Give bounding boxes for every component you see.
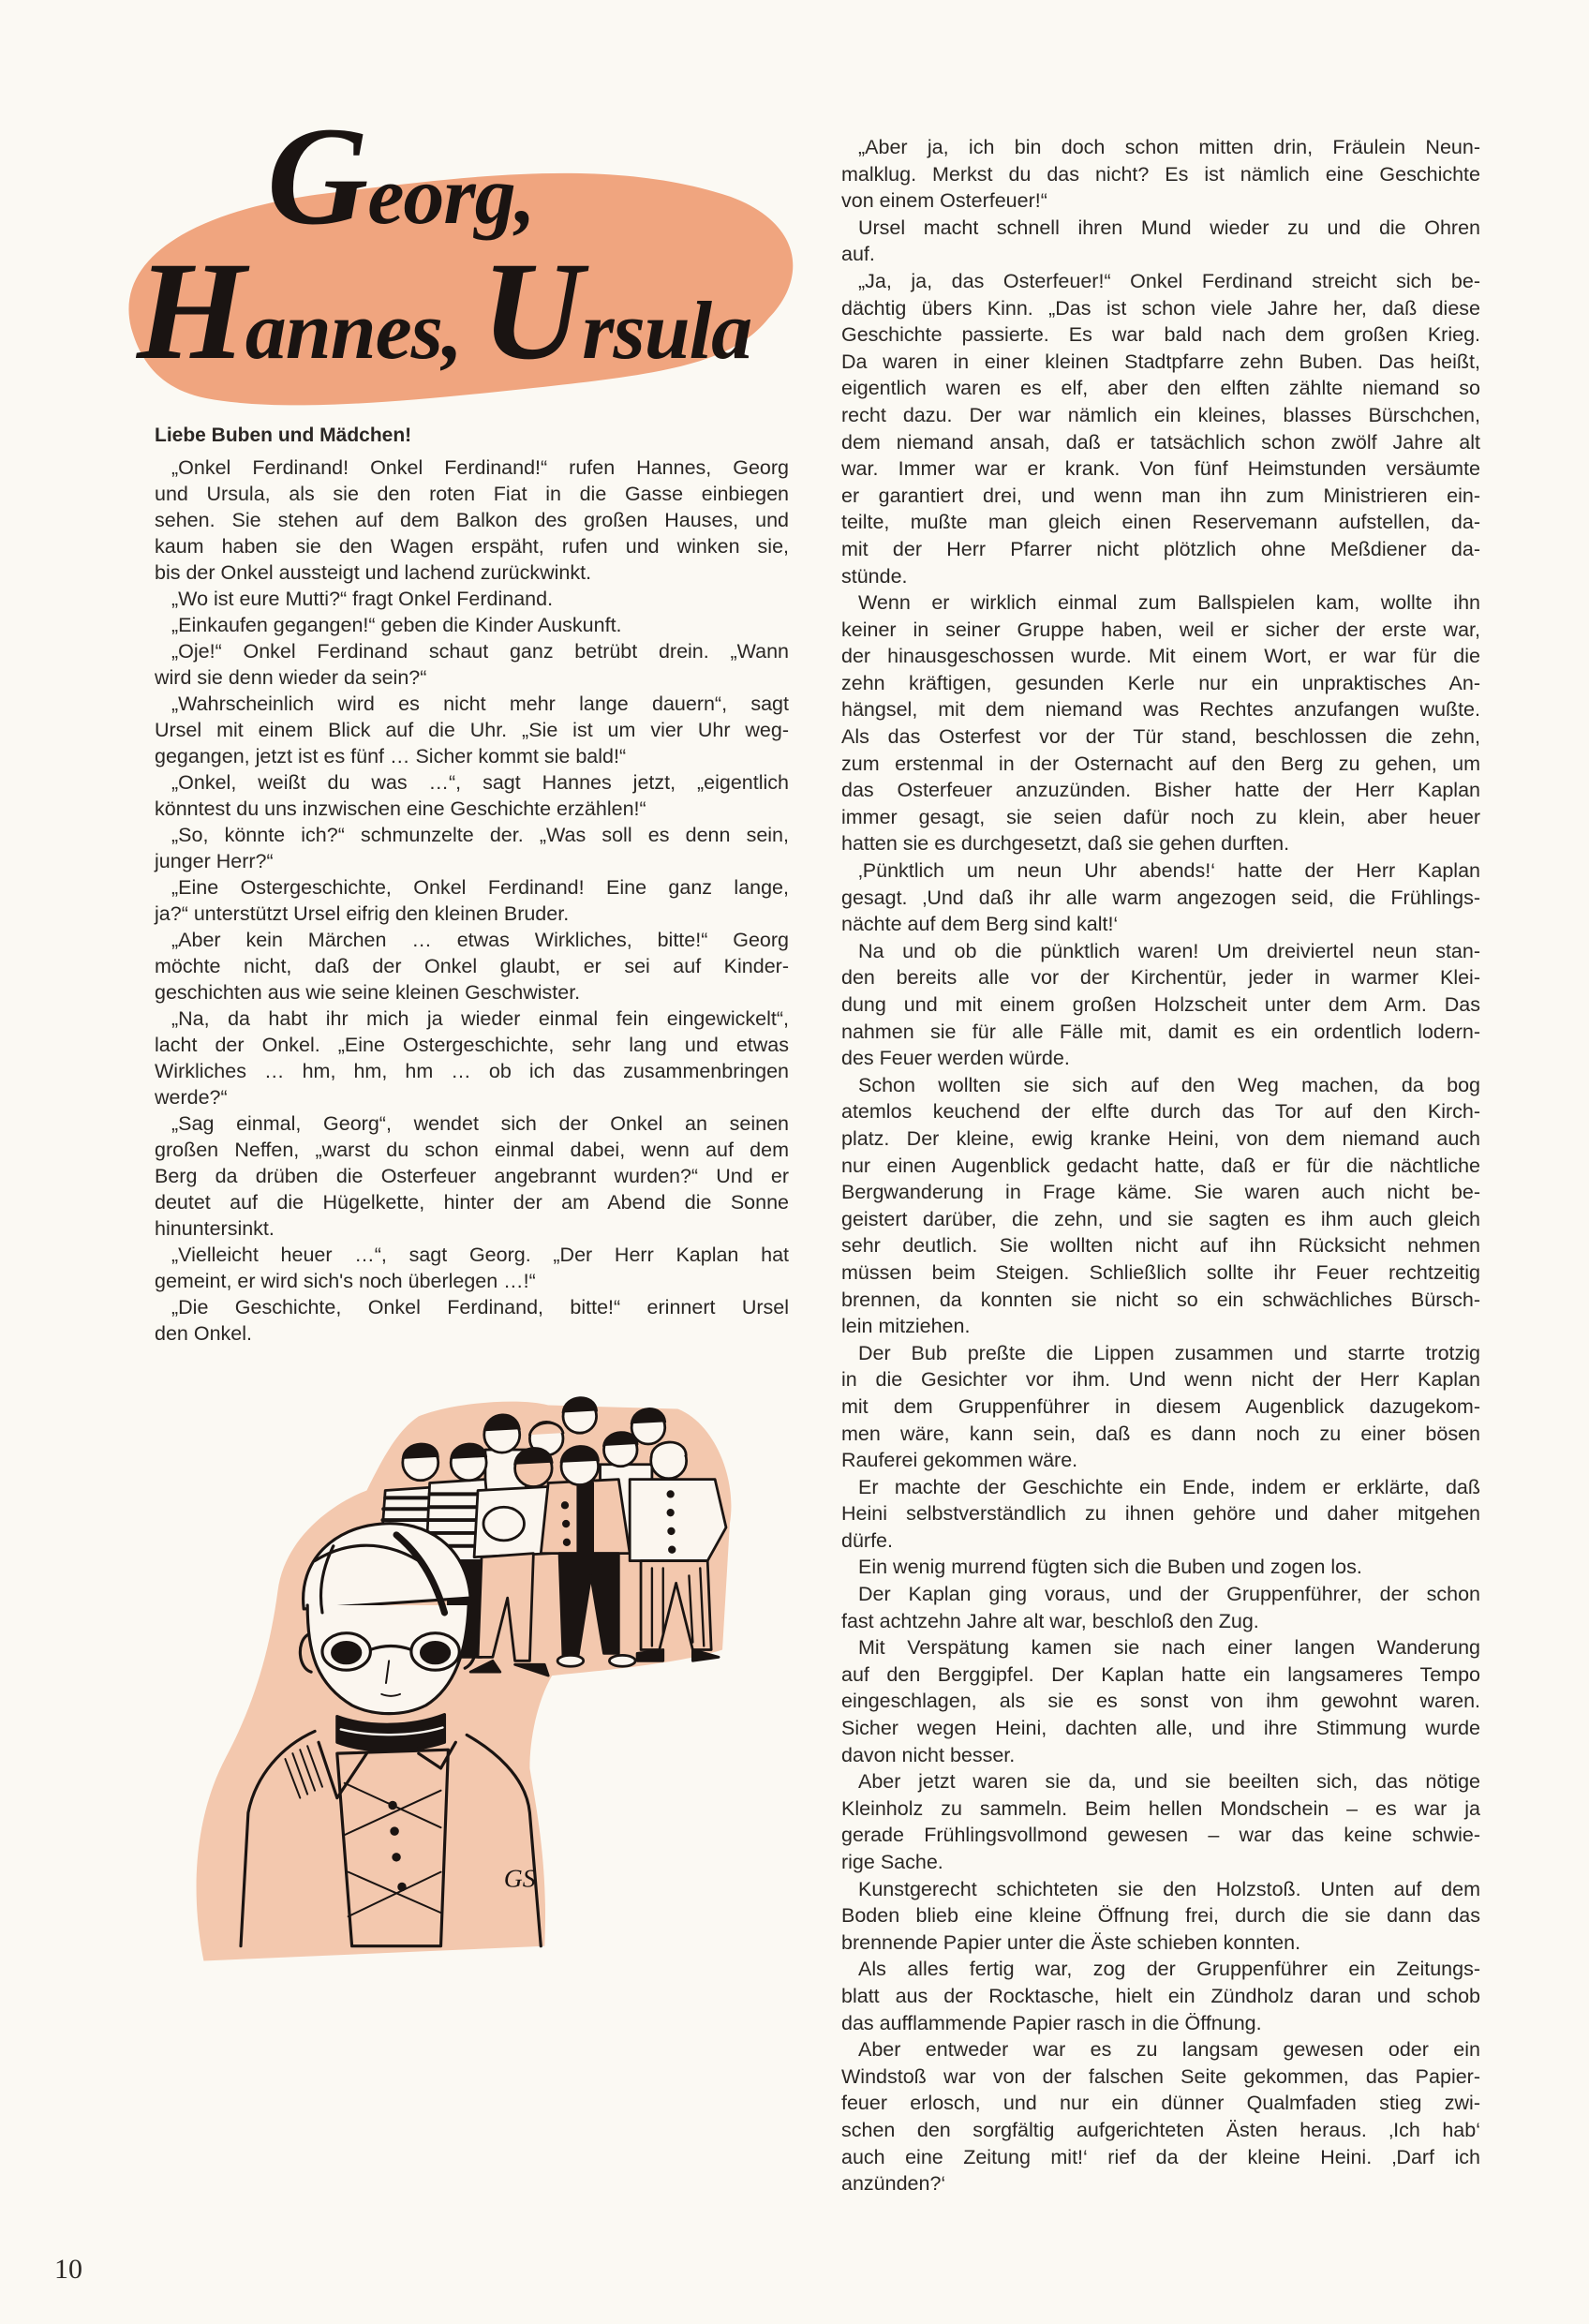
title-word-georg: Georg, bbox=[267, 98, 535, 254]
text-line: deutet auf die Hügelkette, hinter der am Abend die Sonne bbox=[155, 1191, 789, 1214]
text-line: malklug. Merkst du das nicht? Es ist nämlich eine Geschichte bbox=[841, 162, 1480, 186]
text-line: ja?“ unterstützt Ursel eifrig den kleinen Bruder. bbox=[155, 902, 570, 925]
text-line: Da waren in einer kleinen Stadtpfarre zehn Buben. Das heißt, bbox=[841, 350, 1480, 373]
text-line: „Aber ja, ich bin doch schon mitten drin, Fräulein Neun- bbox=[858, 136, 1480, 158]
text-line: „Einkaufen gegangen!“ geben die Kinder Auskunft. bbox=[171, 614, 622, 636]
text-line: nur einen Augenblick gedacht hatte, daß er für die nächtliche bbox=[841, 1154, 1480, 1177]
illustration-boys-group bbox=[159, 1368, 740, 2193]
text-line: auf den Berggipfel. Der Kaplan hatte ein langsameres Tempo bbox=[841, 1662, 1480, 1686]
right-text-column bbox=[841, 134, 1480, 2197]
text-line: Windstoß war von der falschen Seite gekommen, das Papier- bbox=[841, 2064, 1480, 2088]
text-line: mit dem Gruppenführer in diesem Augenblick dazugekom- bbox=[841, 1394, 1480, 1418]
text-line: „Oje!“ Onkel Ferdinand schaut ganz betrübt drein. „Wann bbox=[171, 640, 789, 663]
text-line: Ein wenig murrend fügten sich die Buben und zogen los. bbox=[858, 1556, 1362, 1579]
text-line: den Onkel. bbox=[155, 1322, 252, 1345]
text-line: des Feuer werden würde. bbox=[841, 1047, 1070, 1070]
paragraph bbox=[841, 589, 1480, 857]
text-line: großen Neffen, „warst du schon einmal dabei, wenn auf dem bbox=[155, 1139, 789, 1161]
text-line: das aufflammende Papier rasch in die Öffnung. bbox=[841, 2011, 1262, 2034]
text-line: Kleinholz zu sammeln. Beim hellen Mondschein – es war ja bbox=[841, 1796, 1480, 1820]
text-line: recht dazu. Der war nämlich ein kleines, blasses Bürschchen, bbox=[841, 403, 1480, 426]
text-line: möchte nicht, daß der Onkel glaubt, er sei auf Kinder- bbox=[155, 955, 789, 977]
text-line: davon nicht besser. bbox=[841, 1743, 1016, 1766]
text-line: eigentlich waren es elf, aber den elften zählte niemand so bbox=[841, 377, 1480, 400]
paragraph bbox=[155, 586, 789, 612]
text-line: „Wo ist eure Mutti?“ fragt Onkel Ferdinand. bbox=[171, 588, 554, 610]
text-line: Bergwanderung in Frage käme. Sie waren auch nicht be- bbox=[841, 1181, 1480, 1204]
paragraph bbox=[841, 268, 1480, 589]
text-line: nächte auf dem Berg sind kalt!‘ bbox=[841, 913, 1119, 936]
text-line: men wäre, kann sein, daß es dann noch zu einer bösen bbox=[841, 1422, 1480, 1445]
text-line: von einem Osterfeuer!“ bbox=[841, 189, 1047, 213]
text-line: Er machte der Geschichte ein Ende, indem er erklärte, daß bbox=[858, 1475, 1480, 1498]
text-line: platz. Der kleine, ewig kranke Heini, von dem niemand auch bbox=[841, 1126, 1480, 1150]
text-line: sehen. Sie stehen auf dem Balkon des großen Hauses, und bbox=[155, 509, 789, 531]
text-line: stünde. bbox=[841, 564, 908, 588]
paragraph bbox=[155, 1110, 789, 1242]
text-line: lacht der Onkel. „Eine Ostergeschichte, sehr lang und etwas bbox=[155, 1034, 789, 1056]
text-line: brennen, da konnten sie nicht so ein schwächliches Bürsch- bbox=[841, 1288, 1480, 1311]
text-line: dächtig übers Kinn. „Das ist schon viele Jahre her, daß diese bbox=[841, 296, 1480, 320]
text-line: auch eine Zeitung mit!‘ rief da der kleine Heini. ‚Darf ich bbox=[841, 2145, 1480, 2168]
text-line: „Die Geschichte, Onkel Ferdinand, bitte!“ erinnert Ursel bbox=[171, 1296, 789, 1318]
text-line: in die Gesichter vor ihm. Und wenn nicht der Herr Kaplan bbox=[841, 1368, 1480, 1392]
text-line: eingeschlagen, als sie es sonst von ihm gewohnt waren. bbox=[841, 1690, 1480, 1713]
text-line: hängsel, mit dem niemand was Rechtes anzufangen wußte. bbox=[841, 698, 1480, 722]
text-line: war. Immer war er krank. Von fünf Heimstunden versäumte bbox=[841, 457, 1480, 481]
text-line: Heini selbstverständlich zu ihnen gehöre und daher mitgehen bbox=[841, 1502, 1480, 1526]
text-line: feuer erlosch, und nur ein dünner Qualmfaden stieg zwi- bbox=[841, 2092, 1480, 2115]
paragraph bbox=[155, 769, 789, 822]
text-line: geschichten aus wie seine kleinen Geschwister. bbox=[155, 981, 581, 1004]
text-line: bis der Onkel aussteigt und lachend zurückwinkt. bbox=[155, 561, 592, 584]
text-line: dürfe. bbox=[841, 1528, 893, 1552]
text-line: müssen beim Steigen. Schließlich sollte ihr Feuer rechtzeitig bbox=[841, 1260, 1480, 1284]
text-line: Schon wollten sie sich auf den Weg machen, da bog bbox=[858, 1073, 1480, 1096]
title-word-ursula: Ursula bbox=[481, 233, 752, 389]
text-line: Kunstgerecht schichteten sie den Holzstoß. Unten auf dem bbox=[858, 1877, 1480, 1900]
title-word-hannes: Hannes, bbox=[137, 233, 462, 389]
text-line: anzünden?‘ bbox=[841, 2172, 946, 2196]
paragraph bbox=[155, 1294, 789, 1347]
text-line: Sicher wegen Heini, dachten alle, und ihre Stimmung wurde bbox=[841, 1717, 1480, 1740]
text-line: brennende Papier unter die Äste schieben konnten. bbox=[841, 1930, 1301, 1954]
text-line: dem niemand ansah, daß er tatsächlich schon zwölf Jahre alt bbox=[841, 430, 1480, 454]
paragraph bbox=[155, 638, 789, 691]
text-line: werde?“ bbox=[155, 1086, 228, 1109]
text-line: „Na, da habt ihr mich ja wieder einmal fein eingewickelt“, bbox=[171, 1007, 789, 1030]
text-line: zum erstenmal in der Osternacht auf den Berg zu gehen, um bbox=[841, 752, 1480, 775]
artist-signature: GS bbox=[503, 1863, 536, 1893]
text-line: er garantiert drei, und wenn man ihn zum Ministrieren ein- bbox=[841, 484, 1480, 507]
text-line: wird sie denn wieder da sein?“ bbox=[155, 666, 427, 689]
text-line: gesagt. ‚Und daß ihr alle warm angezogen seid, die Frühlings- bbox=[841, 886, 1480, 909]
text-line: Als alles fertig war, zog der Gruppenführer ein Zeitungs- bbox=[858, 1958, 1480, 1981]
paragraph bbox=[155, 691, 789, 769]
paragraph bbox=[155, 822, 789, 874]
text-line: Der Bub preßte die Lippen zusammen und starrte trotzig bbox=[858, 1341, 1480, 1364]
paragraph bbox=[841, 938, 1480, 1072]
paragraph bbox=[841, 857, 1480, 938]
text-line: „Eine Ostergeschichte, Onkel Ferdinand! Eine ganz lange, bbox=[171, 876, 789, 899]
paragraph bbox=[155, 874, 789, 927]
text-line: Der Kaplan ging voraus, und der Gruppenführer, der schon bbox=[858, 1583, 1480, 1606]
title-line-2 bbox=[137, 233, 752, 397]
salutation-heading: Liebe Buben und Mädchen! bbox=[155, 425, 412, 446]
text-line: Mit Verspätung kamen sie nach einer langen Wanderung bbox=[858, 1636, 1480, 1660]
text-line: zehn kräftigen, gesunden Kerle nur ein unpraktisches An- bbox=[841, 671, 1480, 694]
page-number: 10 bbox=[54, 2254, 82, 2285]
paragraph bbox=[155, 1006, 789, 1110]
paragraph bbox=[841, 215, 1480, 268]
text-line: geistert darüber, die zehn, und sie sagten es ihm auch gleich bbox=[841, 1207, 1480, 1230]
text-line: „Onkel, weißt du was …“, sagt Hannes jetzt, „eigentlich bbox=[171, 771, 789, 794]
text-line: sehr deutlich. Sie wollten nicht auf ihn Rücksicht nehmen bbox=[841, 1234, 1480, 1258]
text-line: hinuntersinkt. bbox=[155, 1217, 275, 1240]
text-line: Ursel macht schnell ihren Mund wieder zu und die Ohren bbox=[858, 216, 1480, 239]
text-line: fast achtzehn Jahre alt war, beschloß den Zug. bbox=[841, 1609, 1259, 1632]
text-line: das Osterfeuer anzuzünden. Bisher hatte der Herr Kaplan bbox=[841, 779, 1480, 802]
paragraph bbox=[841, 134, 1480, 215]
paragraph bbox=[155, 927, 789, 1006]
text-line: rige Sache. bbox=[841, 1851, 943, 1873]
text-line: den bereits alle vor der Kirchentür, jeder in warmer Klei- bbox=[841, 966, 1480, 990]
text-line: auf. bbox=[841, 243, 875, 266]
text-line: der hinausgeschossen wurde. Mit einem Wort, er war für die bbox=[841, 645, 1480, 668]
text-line: „Ja, ja, das Osterfeuer!“ Onkel Ferdinand streicht sich be- bbox=[858, 269, 1480, 292]
text-line: lein mitziehen. bbox=[841, 1315, 971, 1338]
text-line: mit der Herr Pfarrer nicht plötzlich ohne Meßdiener da- bbox=[841, 537, 1480, 560]
paragraph bbox=[841, 1340, 1480, 1474]
text-line: junger Herr?“ bbox=[155, 850, 274, 872]
text-line: „Sag einmal, Georg“, wendet sich der Onkel an seinen bbox=[171, 1112, 789, 1135]
text-line: blatt aus der Rocktasche, hielt ein Zündholz daran und schob bbox=[841, 1984, 1480, 2007]
paragraph bbox=[841, 1876, 1480, 1957]
left-text-column bbox=[155, 454, 789, 1347]
text-line: „Aber kein Märchen … etwas Wirkliches, bitte!“ Georg bbox=[171, 929, 789, 951]
text-line: ‚Pünktlich um neun Uhr abends!‘ hatte der Herr Kaplan bbox=[858, 859, 1480, 883]
text-line: „Vielleicht heuer …“, sagt Georg. „Der Herr Kaplan hat bbox=[171, 1244, 789, 1266]
text-line: und Ursula, als sie den roten Fiat in die Gasse einbiegen bbox=[155, 483, 789, 505]
text-line: gerade Frühlingsvollmond gewesen – war das keine schwie- bbox=[841, 1824, 1480, 1847]
text-line: könntest du uns inzwischen eine Geschichte erzählen!“ bbox=[155, 797, 646, 820]
text-line: nahmen sie für alle Fälle mit, damit es ein ordentlich lodern- bbox=[841, 1020, 1480, 1043]
text-line: keiner in seiner Gruppe haben, weil er sicher der erste war, bbox=[841, 618, 1480, 641]
paragraph bbox=[841, 2036, 1480, 2197]
text-line: Berg da drüben die Osterfeuer angebrannt wurden?“ Und er bbox=[155, 1165, 789, 1187]
text-line: Ursel mit einem Blick auf die Uhr. „Sie ist um vier Uhr weg- bbox=[155, 719, 789, 741]
text-line: kaum haben sie den Wagen erspäht, rufen und winken sie, bbox=[155, 535, 789, 558]
text-line: teilte, mußte man gleich einen Reservemann aufstellen, da- bbox=[841, 511, 1480, 534]
text-line: Geschichte passierte. Es war bald nach dem großen Krieg. bbox=[841, 323, 1480, 347]
text-line: dung und mit einem großen Holzscheit unter dem Arm. Das bbox=[841, 993, 1480, 1016]
paragraph bbox=[841, 1072, 1480, 1340]
paragraph bbox=[155, 1242, 789, 1294]
paragraph bbox=[155, 454, 789, 586]
text-line: „Onkel Ferdinand! Onkel Ferdinand!“ rufen Hannes, Georg bbox=[171, 456, 789, 479]
paragraph bbox=[841, 1634, 1480, 1768]
paragraph bbox=[841, 1554, 1480, 1581]
text-line: Wenn er wirklich einmal zum Ballspielen kam, wollte ihn bbox=[858, 591, 1480, 615]
text-line: atemlos keuchend der elfte durch das Tor auf den Kirch- bbox=[841, 1100, 1480, 1124]
text-line: Na und ob die pünktlich waren! Um dreiviertel neun stan- bbox=[858, 939, 1480, 962]
text-line: hatten sie es durchgesetzt, daß sie gehen durften. bbox=[841, 832, 1290, 856]
text-line: immer gesagt, sie seien dafür noch zu klein, aber heuer bbox=[841, 805, 1480, 828]
text-line: Aber entweder war es zu langsam gewesen oder ein bbox=[858, 2038, 1480, 2062]
text-line: „Wahrscheinlich wird es nicht mehr lange dauern“, sagt bbox=[171, 693, 789, 715]
text-line: Boden blieb eine kleine Öffnung frei, durch die sie dann das bbox=[841, 1904, 1480, 1928]
paragraph bbox=[155, 612, 789, 638]
text-line: gegangen, jetzt ist es fünf … Sicher kommt sie bald!“ bbox=[155, 745, 627, 767]
text-line: „So, könnte ich?“ schmunzelte der. „Was soll es denn sein, bbox=[171, 824, 789, 846]
text-line: Rauferei gekommen wäre. bbox=[841, 1449, 1078, 1472]
text-line: gemeint, er wird sich's noch überlegen …!“ bbox=[155, 1270, 536, 1292]
text-line: Als das Osterfest vor der Tür stand, beschlossen die zehn, bbox=[841, 725, 1480, 749]
text-line: Wirkliches … hm, hm, hm … ob ich das zusammenbringen bbox=[155, 1060, 789, 1082]
text-line: schen den sorgfältig aufgerichteten Ästen heraus. ‚Ich hab‘ bbox=[841, 2118, 1480, 2141]
paragraph bbox=[841, 1956, 1480, 2036]
text-line: Aber jetzt waren sie da, und sie beeilten sich, das nötige bbox=[858, 1770, 1480, 1794]
paragraph bbox=[841, 1474, 1480, 1555]
paragraph bbox=[841, 1768, 1480, 1875]
paragraph bbox=[841, 1581, 1480, 1634]
